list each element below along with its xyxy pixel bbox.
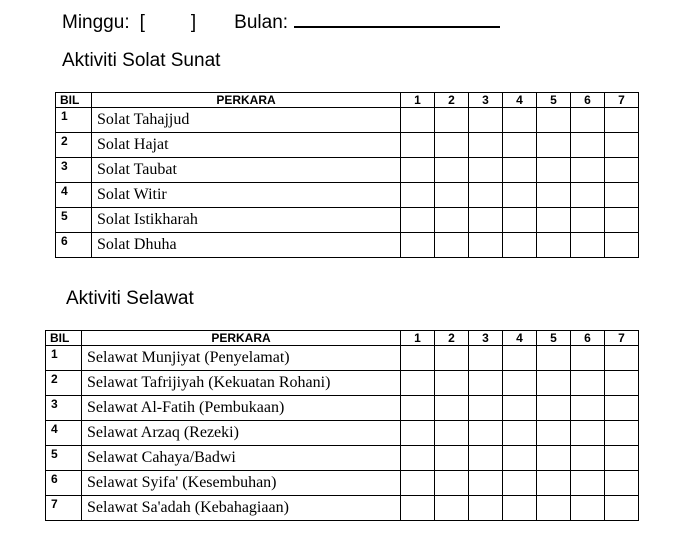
table-row (46, 371, 639, 396)
day-3-checkbox-cell[interactable] (469, 108, 503, 133)
day-6-checkbox-cell[interactable] (571, 108, 605, 133)
row-number: 5 (56, 208, 92, 233)
col-day-2-header: 2 (435, 331, 469, 346)
row-item-label: Selawat Syifa' (Kesembuhan) (82, 471, 401, 496)
day-4-checkbox-cell[interactable] (503, 133, 537, 158)
day-2-checkbox-cell[interactable] (435, 396, 469, 421)
day-1-checkbox-cell[interactable] (401, 421, 435, 446)
day-1-checkbox-cell[interactable] (401, 133, 435, 158)
day-2-checkbox-cell[interactable] (435, 471, 469, 496)
table-row (46, 421, 639, 446)
row-item-label: Selawat Arzaq (Rezeki) (82, 421, 401, 446)
day-7-checkbox-cell[interactable] (605, 421, 639, 446)
day-5-checkbox-cell[interactable] (537, 108, 571, 133)
day-2-checkbox-cell[interactable] (435, 421, 469, 446)
table-row (56, 108, 639, 133)
day-4-checkbox-cell[interactable] (503, 233, 537, 258)
day-6-checkbox-cell[interactable] (571, 496, 605, 521)
day-4-checkbox-cell[interactable] (503, 183, 537, 208)
day-6-checkbox-cell[interactable] (571, 396, 605, 421)
day-1-checkbox-cell[interactable] (401, 346, 435, 371)
row-number: 1 (46, 346, 82, 371)
col-day-2-header: 2 (435, 93, 469, 108)
minggu-bracket-open: [ (139, 12, 145, 33)
solat-sunat-table (55, 92, 639, 258)
table-row (56, 158, 639, 183)
col-day-3-header: 3 (469, 93, 503, 108)
day-7-checkbox-cell[interactable] (605, 471, 639, 496)
day-6-checkbox-cell[interactable] (571, 421, 605, 446)
day-6-checkbox-cell[interactable] (571, 471, 605, 496)
col-day-6-header: 6 (571, 93, 605, 108)
row-item-label: Solat Dhuha (92, 233, 401, 258)
day-3-checkbox-cell[interactable] (469, 421, 503, 446)
col-day-1-header: 1 (401, 331, 435, 346)
day-1-checkbox-cell[interactable] (401, 446, 435, 471)
day-5-checkbox-cell[interactable] (537, 371, 571, 396)
day-5-checkbox-cell[interactable] (537, 158, 571, 183)
col-perkara-header: PERKARA (82, 331, 401, 346)
row-number: 3 (56, 158, 92, 183)
row-item-label: Solat Istikharah (92, 208, 401, 233)
day-7-checkbox-cell[interactable] (605, 446, 639, 471)
bulan-blank-field[interactable] (294, 8, 500, 28)
row-number: 2 (46, 371, 82, 396)
day-7-checkbox-cell[interactable] (605, 133, 639, 158)
table-row (56, 183, 639, 208)
day-3-checkbox-cell[interactable] (469, 183, 503, 208)
day-5-checkbox-cell[interactable] (537, 496, 571, 521)
day-6-checkbox-cell[interactable] (571, 233, 605, 258)
day-4-checkbox-cell[interactable] (503, 371, 537, 396)
day-2-checkbox-cell[interactable] (435, 496, 469, 521)
row-item-label: Selawat Al-Fatih (Pembukaan) (82, 396, 401, 421)
day-4-checkbox-cell[interactable] (503, 421, 537, 446)
row-number: 4 (46, 421, 82, 446)
day-5-checkbox-cell[interactable] (537, 233, 571, 258)
day-4-checkbox-cell[interactable] (503, 208, 537, 233)
col-bil-header: BIL (56, 93, 92, 108)
day-7-checkbox-cell[interactable] (605, 371, 639, 396)
day-6-checkbox-cell[interactable] (571, 158, 605, 183)
col-day-3-header: 3 (469, 331, 503, 346)
table-row (46, 396, 639, 421)
row-item-label: Selawat Cahaya/Badwi (82, 446, 401, 471)
table-row (56, 133, 639, 158)
table-row (56, 233, 639, 258)
day-3-checkbox-cell[interactable] (469, 208, 503, 233)
col-perkara-header: PERKARA (92, 93, 401, 108)
day-4-checkbox-cell[interactable] (503, 108, 537, 133)
day-1-checkbox-cell[interactable] (401, 233, 435, 258)
row-number: 6 (56, 233, 92, 258)
day-1-checkbox-cell[interactable] (401, 471, 435, 496)
day-6-checkbox-cell[interactable] (571, 346, 605, 371)
row-number: 7 (46, 496, 82, 521)
day-1-checkbox-cell[interactable] (401, 108, 435, 133)
selawat-title: Aktiviti Selawat (66, 288, 194, 309)
row-item-label: Solat Tahajjud (92, 108, 401, 133)
row-number: 2 (56, 133, 92, 158)
row-item-label: Selawat Munjiyat (Penyelamat) (82, 346, 401, 371)
day-4-checkbox-cell[interactable] (503, 346, 537, 371)
row-item-label: Selawat Tafrijiyah (Kekuatan Rohani) (82, 371, 401, 396)
day-6-checkbox-cell[interactable] (571, 133, 605, 158)
day-2-checkbox-cell[interactable] (435, 108, 469, 133)
day-5-checkbox-cell[interactable] (537, 183, 571, 208)
table-header-row (46, 331, 639, 346)
day-6-checkbox-cell[interactable] (571, 183, 605, 208)
col-bil-header: BIL (46, 331, 82, 346)
col-day-1-header: 1 (401, 93, 435, 108)
day-1-checkbox-cell[interactable] (401, 371, 435, 396)
day-3-checkbox-cell[interactable] (469, 158, 503, 183)
day-6-checkbox-cell[interactable] (571, 208, 605, 233)
col-day-4-header: 4 (503, 331, 537, 346)
row-number: 3 (46, 396, 82, 421)
day-1-checkbox-cell[interactable] (401, 183, 435, 208)
selawat-table (45, 330, 639, 521)
day-4-checkbox-cell[interactable] (503, 446, 537, 471)
day-1-checkbox-cell[interactable] (401, 158, 435, 183)
day-3-checkbox-cell[interactable] (469, 371, 503, 396)
day-5-checkbox-cell[interactable] (537, 396, 571, 421)
day-5-checkbox-cell[interactable] (537, 471, 571, 496)
minggu-bracket-close: ] (190, 12, 197, 33)
day-2-checkbox-cell[interactable] (435, 346, 469, 371)
day-2-checkbox-cell[interactable] (435, 446, 469, 471)
day-2-checkbox-cell[interactable] (435, 233, 469, 258)
day-4-checkbox-cell[interactable] (503, 496, 537, 521)
row-number: 4 (56, 183, 92, 208)
col-day-5-header: 5 (537, 93, 571, 108)
day-2-checkbox-cell[interactable] (435, 133, 469, 158)
table-row (46, 496, 639, 521)
col-day-7-header: 7 (605, 331, 639, 346)
day-7-checkbox-cell[interactable] (605, 183, 639, 208)
day-1-checkbox-cell[interactable] (401, 396, 435, 421)
day-4-checkbox-cell[interactable] (503, 396, 537, 421)
day-2-checkbox-cell[interactable] (435, 183, 469, 208)
day-6-checkbox-cell[interactable] (571, 446, 605, 471)
day-3-checkbox-cell[interactable] (469, 346, 503, 371)
row-item-label: Solat Witir (92, 183, 401, 208)
day-3-checkbox-cell[interactable] (469, 496, 503, 521)
day-3-checkbox-cell[interactable] (469, 396, 503, 421)
col-day-6-header: 6 (571, 331, 605, 346)
table-row (46, 346, 639, 371)
day-7-checkbox-cell[interactable] (605, 496, 639, 521)
day-5-checkbox-cell[interactable] (537, 421, 571, 446)
day-5-checkbox-cell[interactable] (537, 208, 571, 233)
bulan-label: Bulan: (234, 12, 289, 33)
day-4-checkbox-cell[interactable] (503, 158, 537, 183)
row-item-label: Solat Hajat (92, 133, 401, 158)
table-row (46, 471, 639, 496)
day-7-checkbox-cell[interactable] (605, 396, 639, 421)
day-7-checkbox-cell[interactable] (605, 233, 639, 258)
solat-sunat-title: Aktiviti Solat Sunat (62, 50, 221, 71)
day-7-checkbox-cell[interactable] (605, 208, 639, 233)
table-row (46, 446, 639, 471)
day-2-checkbox-cell[interactable] (435, 371, 469, 396)
day-1-checkbox-cell[interactable] (401, 496, 435, 521)
day-5-checkbox-cell[interactable] (537, 446, 571, 471)
day-5-checkbox-cell[interactable] (537, 346, 571, 371)
day-4-checkbox-cell[interactable] (503, 471, 537, 496)
day-5-checkbox-cell[interactable] (537, 133, 571, 158)
row-item-label: Selawat Sa'adah (Kebahagiaan) (82, 496, 401, 521)
day-3-checkbox-cell[interactable] (469, 233, 503, 258)
day-2-checkbox-cell[interactable] (435, 158, 469, 183)
row-number: 6 (46, 471, 82, 496)
day-7-checkbox-cell[interactable] (605, 158, 639, 183)
row-item-label: Solat Taubat (92, 158, 401, 183)
col-day-5-header: 5 (537, 331, 571, 346)
day-6-checkbox-cell[interactable] (571, 371, 605, 396)
row-number: 1 (56, 108, 92, 133)
day-3-checkbox-cell[interactable] (469, 471, 503, 496)
col-day-4-header: 4 (503, 93, 537, 108)
table-header-row (56, 93, 639, 108)
day-1-checkbox-cell[interactable] (401, 208, 435, 233)
week-month-header (62, 8, 500, 34)
col-day-7-header: 7 (605, 93, 639, 108)
day-3-checkbox-cell[interactable] (469, 133, 503, 158)
minggu-label: Minggu: (62, 12, 130, 33)
row-number: 5 (46, 446, 82, 471)
day-7-checkbox-cell[interactable] (605, 108, 639, 133)
day-7-checkbox-cell[interactable] (605, 346, 639, 371)
day-2-checkbox-cell[interactable] (435, 208, 469, 233)
table-row (56, 208, 639, 233)
day-3-checkbox-cell[interactable] (469, 446, 503, 471)
